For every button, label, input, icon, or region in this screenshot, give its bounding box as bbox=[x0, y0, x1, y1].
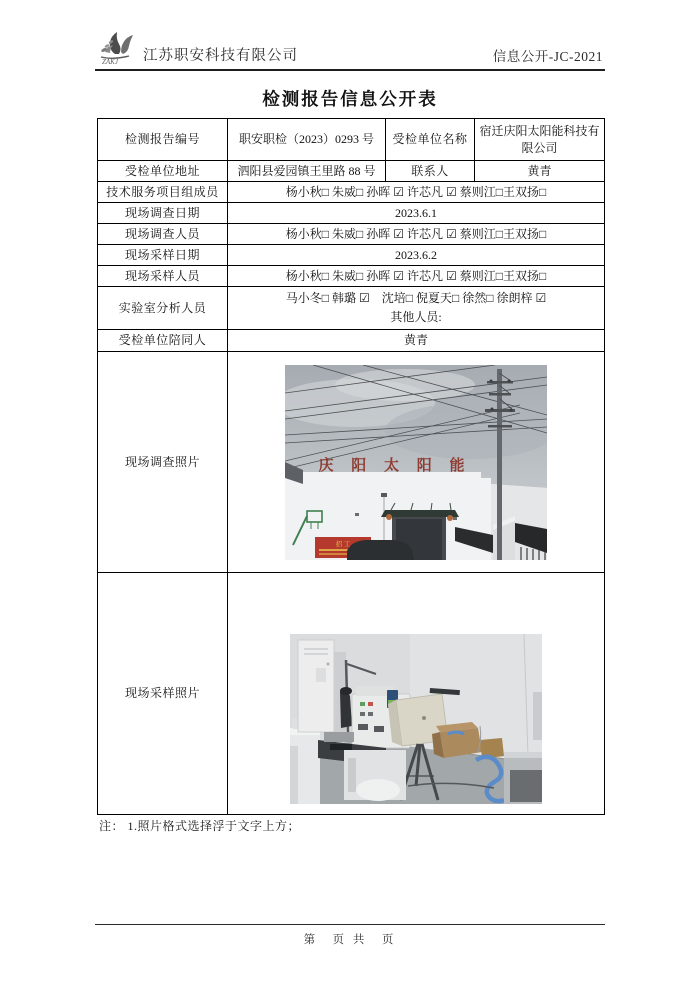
factory-sign-text: 庆 阳 太 阳 能 bbox=[318, 457, 472, 474]
sampling-date-label: 现场采样日期 bbox=[98, 245, 228, 266]
client-name-label: 受检单位名称 bbox=[386, 119, 475, 161]
survey-date-label: 现场调查日期 bbox=[98, 203, 228, 224]
escort-value: 黄青 bbox=[228, 330, 605, 352]
client-addr-label: 受检单位地址 bbox=[98, 161, 228, 182]
escort-label: 受检单位陪同人 bbox=[98, 330, 228, 352]
stainless-unit bbox=[504, 752, 542, 804]
table-row bbox=[98, 182, 605, 203]
lab-staff-label: 实验室分析人员 bbox=[98, 287, 228, 330]
page-header bbox=[95, 30, 605, 68]
survey-staff-value: 杨小秋□ 朱威□ 孙晖 ☑ 许芯凡 ☑ 蔡则江□王双扬□ bbox=[228, 224, 605, 245]
table-row bbox=[98, 119, 605, 161]
header-rule bbox=[95, 69, 605, 71]
report-no-label: 检测报告编号 bbox=[98, 119, 228, 161]
contact-value: 黄青 bbox=[475, 161, 605, 182]
survey-date-value: 2023.6.1 bbox=[228, 203, 605, 224]
team-label: 技术服务项目组成员 bbox=[98, 182, 228, 203]
sampling-photo-cell bbox=[228, 573, 605, 815]
table-row bbox=[98, 245, 605, 266]
company-logo-icon bbox=[95, 30, 139, 66]
table-row bbox=[98, 287, 605, 330]
logo-text: ZAKJ bbox=[102, 58, 118, 66]
contact-label: 联系人 bbox=[386, 161, 475, 182]
survey-staff-label: 现场调查人员 bbox=[98, 224, 228, 245]
sampling-date-value: 2023.6.2 bbox=[228, 245, 605, 266]
sampling-photo-label: 现场采样照片 bbox=[98, 573, 228, 815]
company-name: 江苏职安科技有限公司 bbox=[143, 48, 298, 64]
lab-staff-line1: 马小冬□ 韩璐 ☑ 沈培□ 倪夏天□ 徐然□ 徐朗梓 ☑ bbox=[285, 290, 547, 305]
sampling-equipment-photo bbox=[290, 634, 542, 804]
doc-code: 信息公开-JC-2021 bbox=[492, 49, 603, 64]
white-cloth bbox=[356, 779, 400, 801]
entrance-awning bbox=[381, 510, 459, 517]
factory-exterior-photo bbox=[285, 365, 547, 560]
table-row bbox=[98, 352, 605, 573]
disclosure-table bbox=[97, 118, 605, 815]
lab-staff-line2: 其他人员: bbox=[390, 310, 442, 324]
table-row bbox=[98, 224, 605, 245]
footnote: 注： 1.照片格式选择浮于文字上方； bbox=[99, 819, 301, 833]
survey-photo-cell bbox=[228, 352, 605, 573]
table-row bbox=[98, 161, 605, 182]
vehicle bbox=[347, 540, 414, 560]
sampling-staff-value: 杨小秋□ 朱威□ 孙晖 ☑ 许芯凡 ☑ 蔡则江□王双扬□ bbox=[228, 266, 605, 287]
sampling-staff-label: 现场采样人员 bbox=[98, 266, 228, 287]
page-number-text: 第 页 共 页 bbox=[303, 934, 397, 946]
client-name-value: 宿迁庆阳太阳能科技有限公司 bbox=[475, 119, 605, 161]
cabinet bbox=[298, 640, 334, 732]
table-row bbox=[98, 266, 605, 287]
table-row bbox=[98, 330, 605, 352]
lab-staff-value bbox=[228, 287, 605, 330]
client-addr-value: 泗阳县爱园镇王里路 88 号 bbox=[228, 161, 386, 182]
banner-text: 招 工 bbox=[335, 540, 351, 548]
table-row bbox=[98, 573, 605, 815]
footer-rule bbox=[95, 924, 605, 925]
survey-photo-label: 现场调查照片 bbox=[98, 352, 228, 573]
report-no-value: 职安职检（2023）0293 号 bbox=[228, 119, 386, 161]
table-row bbox=[98, 203, 605, 224]
page-title: 检测报告信息公开表 bbox=[262, 89, 438, 109]
team-members: 杨小秋□ 朱威□ 孙晖 ☑ 许芯凡 ☑ 蔡则江□王双扬□ bbox=[228, 182, 605, 203]
